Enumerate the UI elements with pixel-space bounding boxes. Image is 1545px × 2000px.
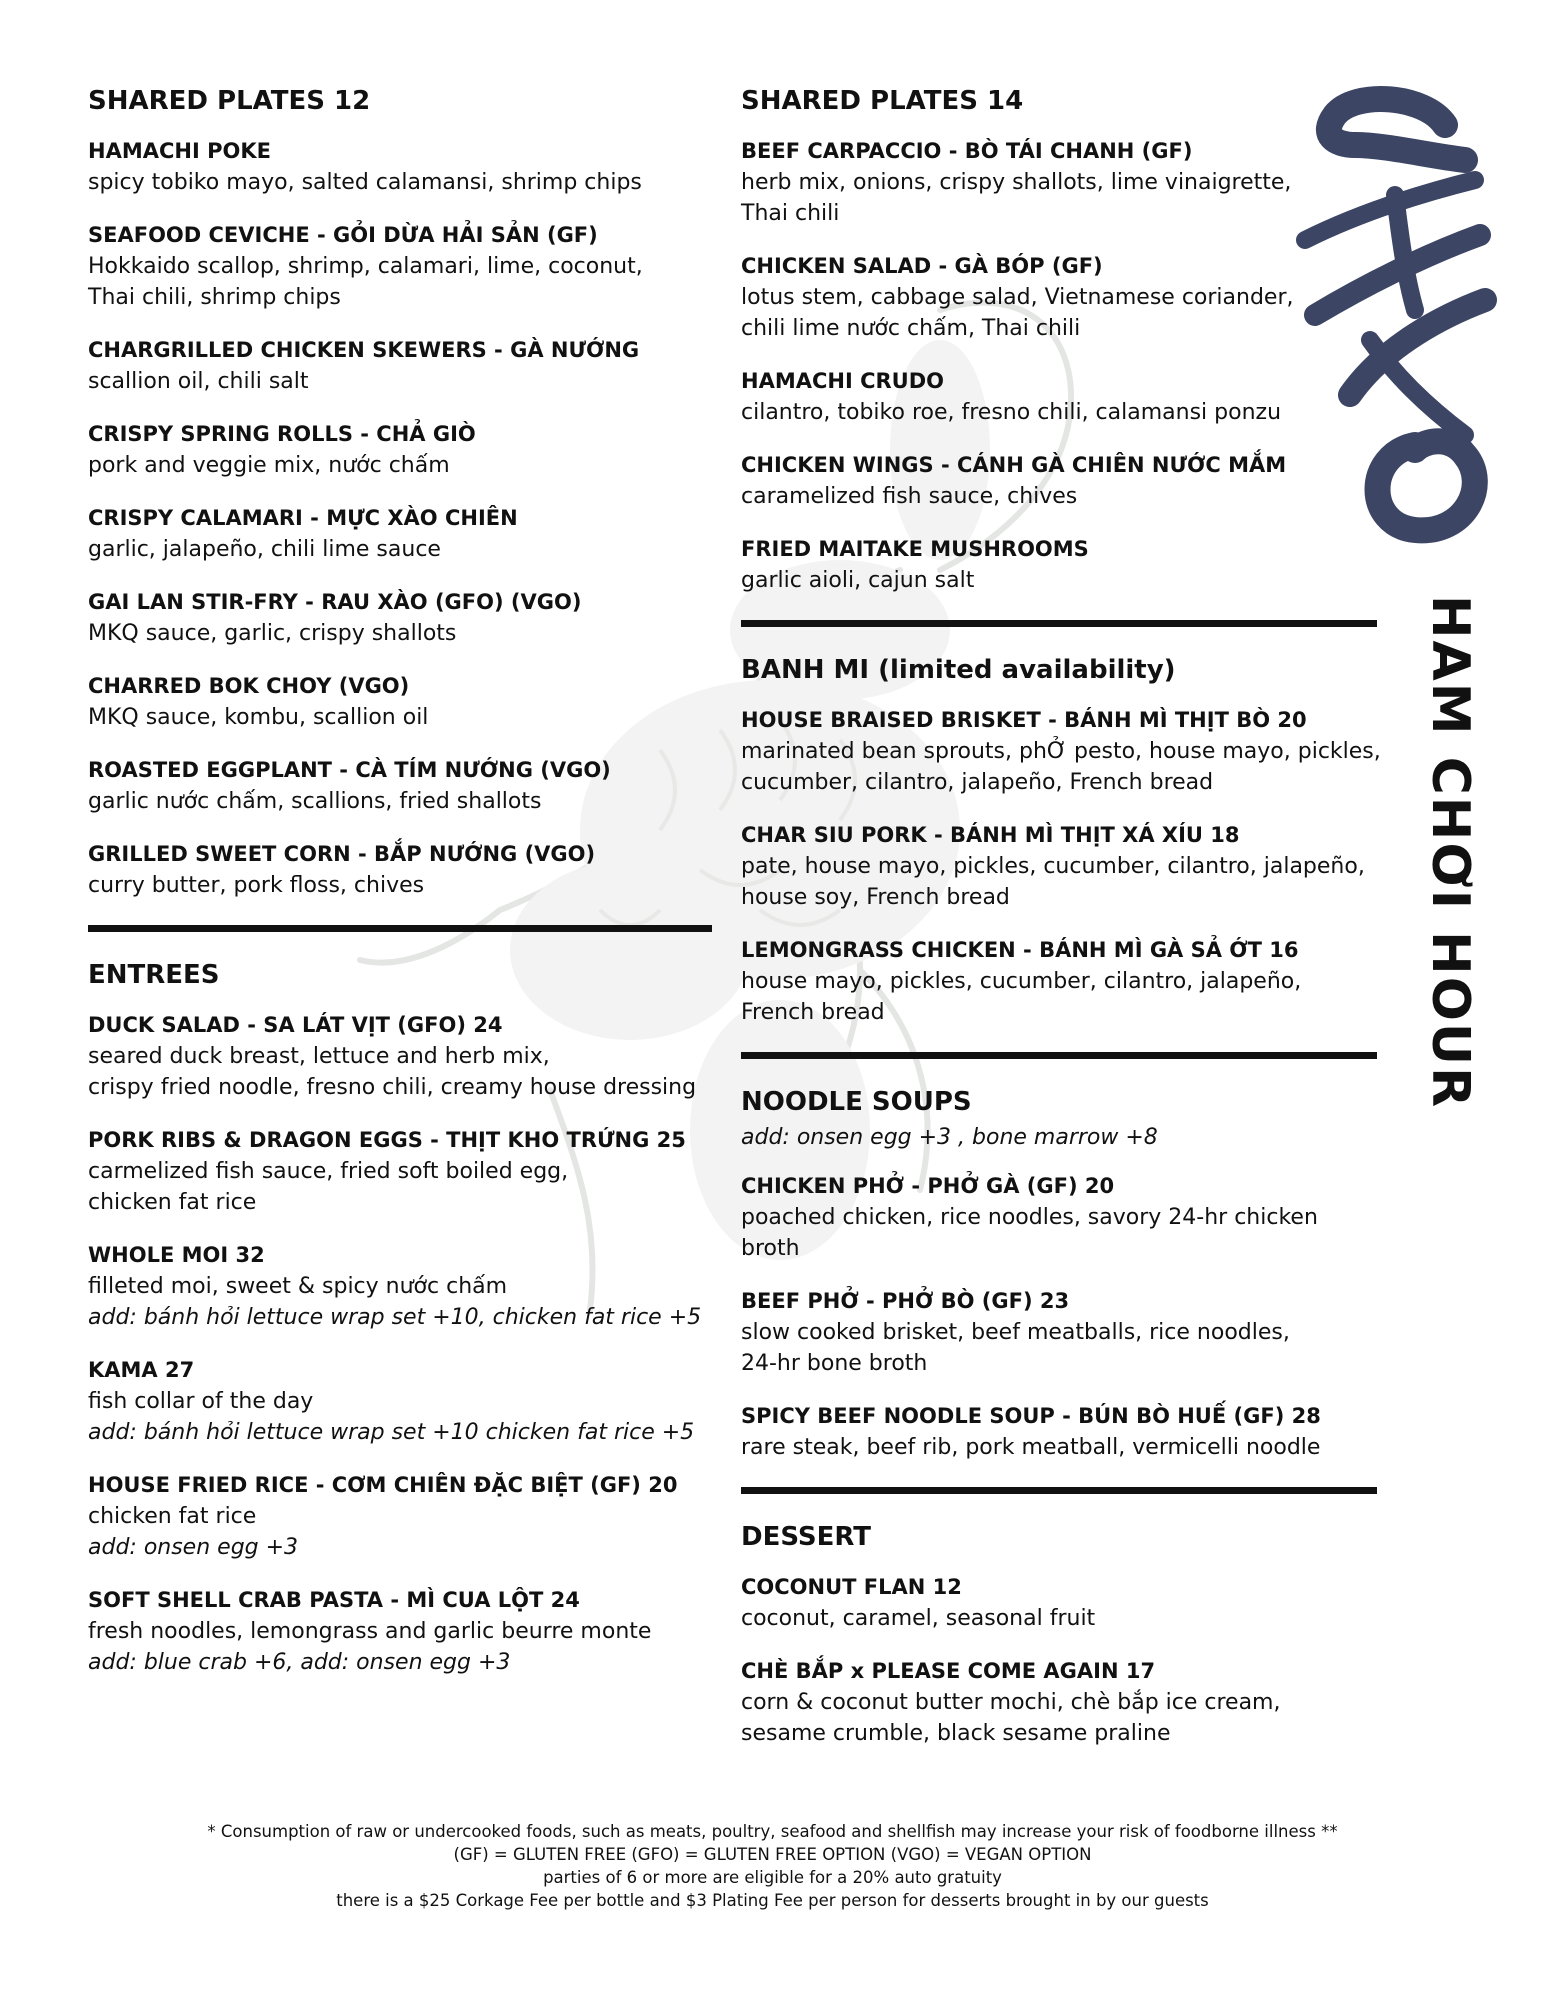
item-description: chili lime nước chấm, Thai chili	[741, 316, 1081, 341]
item-description: cilantro, tobiko roe, fresno chili, calamansi ponzu	[741, 400, 1282, 425]
item-description: MKQ sauce, kombu, scallion oil	[88, 705, 429, 730]
item-description: marinated bean sprouts, phỞ pesto, house mayo, pickles,	[741, 739, 1381, 764]
menu-item	[88, 503, 716, 565]
item-description: seared duck breast, lettuce and herb mix,	[88, 1044, 550, 1069]
item-description: coconut, caramel, seasonal fruit	[741, 1606, 1096, 1631]
item-name: GRILLED SWEET CORN - BẮP NƯỚNG (VGO)	[88, 842, 596, 866]
item-description: Thai chili	[741, 201, 840, 226]
menu-item	[741, 1656, 1381, 1749]
menu-item	[88, 755, 716, 817]
item-add-on: add: onsen egg +3	[88, 1535, 299, 1560]
entrees-title: ENTREES	[88, 960, 220, 990]
section-divider	[741, 1487, 1377, 1494]
item-description: 24-hr bone broth	[741, 1351, 928, 1376]
menu-item	[741, 820, 1381, 913]
item-name: COCONUT FLAN 12	[741, 1575, 962, 1599]
footer-notes	[0, 1820, 1545, 1912]
item-description: carmelized fish sauce, fried soft boiled egg,	[88, 1159, 569, 1184]
menu-item	[741, 1401, 1381, 1463]
item-name: HOUSE FRIED RICE - CƠM CHIÊN ĐẶC BIỆT (GF) 20	[88, 1473, 678, 1497]
menu-item	[88, 587, 716, 649]
item-description: scallion oil, chili salt	[88, 369, 309, 394]
shared-plates-14-title: SHARED PLATES 14	[741, 86, 1024, 116]
raw-food-disclaimer: * Consumption of raw or undercooked foods, such as meats, poultry, seafood and shellfish may increase your risk of foodborne illness **	[207, 1822, 1338, 1841]
menu-item	[88, 220, 716, 313]
item-description: corn & coconut butter mochi, chè bắp ice cream,	[741, 1690, 1281, 1715]
item-name: CHARRED BOK CHOY (VGO)	[88, 674, 410, 698]
item-name: CHICKEN SALAD - GÀ BÓP (GF)	[741, 254, 1103, 278]
item-description: curry butter, pork floss, chives	[88, 873, 425, 898]
item-name: CHICKEN WINGS - CÁNH GÀ CHIÊN NƯỚC MẮM	[741, 453, 1287, 477]
item-name: CHAR SIU PORK - BÁNH MÌ THỊT XÁ XÍU 18	[741, 823, 1240, 847]
item-name: CRISPY CALAMARI - MỰC XÀO CHIÊN	[88, 506, 518, 530]
noodle-soups-title: NOODLE SOUPS	[741, 1087, 972, 1117]
menu-item	[88, 1010, 716, 1103]
item-name: HOUSE BRAISED BRISKET - BÁNH MÌ THỊT BÒ 20	[741, 708, 1307, 732]
item-description: crispy fried noodle, fresno chili, creamy house dressing	[88, 1075, 697, 1100]
menu-item	[88, 1470, 716, 1563]
item-description: chicken fat rice	[88, 1190, 257, 1215]
item-name: HAMACHI POKE	[88, 139, 271, 163]
menu-item	[88, 419, 716, 481]
item-description: garlic aioli, cajun salt	[741, 568, 975, 593]
item-description: pate, house mayo, pickles, cucumber, cilantro, jalapeño,	[741, 854, 1365, 879]
item-name: CHÈ BẮP x PLEASE COME AGAIN 17	[741, 1659, 1156, 1683]
item-name: DUCK SALAD - SA LÁT VỊT (GFO) 24	[88, 1013, 503, 1037]
banh-mi-list	[741, 705, 1381, 1028]
menu-item	[88, 1355, 716, 1448]
menu-item	[88, 671, 716, 733]
item-name: SOFT SHELL CRAB PASTA - MÌ CUA LỘT 24	[88, 1588, 580, 1612]
item-description: French bread	[741, 1000, 885, 1025]
section-divider	[88, 925, 712, 932]
item-description: fish collar of the day	[88, 1389, 314, 1414]
menu-item	[741, 1286, 1381, 1379]
item-description: caramelized fish sauce, chives	[741, 484, 1078, 509]
corkage-note: there is a $25 Corkage Fee per bottle and $3 Plating Fee per person for desserts brought in by our guests	[336, 1891, 1209, 1910]
banh-mi-title: BANH MI (limited availability)	[741, 655, 1176, 685]
item-description: MKQ sauce, garlic, crispy shallots	[88, 621, 457, 646]
menu-item	[741, 1572, 1381, 1634]
item-description: garlic nước chấm, scallions, fried shallots	[88, 789, 542, 814]
shared-plates-12-list	[88, 136, 716, 901]
item-name: CHARGRILLED CHICKEN SKEWERS - GÀ NƯỚNG	[88, 338, 640, 362]
item-description: sesame crumble, black sesame praline	[741, 1721, 1171, 1746]
menu-item	[88, 136, 716, 198]
menu-item	[88, 335, 716, 397]
item-name: ROASTED EGGPLANT - CÀ TÍM NƯỚNG (VGO)	[88, 758, 611, 782]
item-name: SEAFOOD CEVICHE - GỎI DỪA HẢI SẢN (GF)	[88, 223, 598, 247]
chao-logo	[1275, 85, 1505, 545]
item-name: GAI LAN STIR-FRY - RAU XÀO (GFO) (VGO)	[88, 590, 582, 614]
menu-item	[88, 1125, 716, 1218]
dessert-title: DESSERT	[741, 1522, 871, 1552]
gratuity-note: parties of 6 or more are eligible for a 20% auto gratuity	[543, 1868, 1002, 1887]
item-description: chicken fat rice	[88, 1504, 257, 1529]
item-description: lotus stem, cabbage salad, Vietnamese coriander,	[741, 285, 1294, 310]
menu-item	[741, 705, 1381, 798]
menu-item	[741, 935, 1381, 1028]
item-description: house soy, French bread	[741, 885, 1010, 910]
ham-choi-hour-subtitle: HAM CHƠI HOUR	[1420, 595, 1480, 1110]
dessert-list	[741, 1572, 1381, 1749]
entrees-list	[88, 1010, 716, 1678]
item-add-on: add: bánh hỏi lettuce wrap set +10 chicken fat rice +5	[88, 1420, 695, 1445]
shared-plates-12-title: SHARED PLATES 12	[88, 86, 371, 116]
item-name: SPICY BEEF NOODLE SOUP - BÚN BÒ HUẾ (GF) 28	[741, 1404, 1321, 1428]
item-name: CHICKEN PHỞ - PHỞ GÀ (GF) 20	[741, 1174, 1115, 1198]
noodle-soups-add-ons: add: onsen egg +3 , bone marrow +8	[741, 1125, 1158, 1150]
item-name: LEMONGRASS CHICKEN - BÁNH MÌ GÀ SẢ ỚT 16	[741, 938, 1299, 962]
item-description: fresh noodles, lemongrass and garlic beurre monte	[88, 1619, 652, 1644]
item-description: pork and veggie mix, nước chấm	[88, 453, 450, 478]
item-description: filleted moi, sweet & spicy nước chấm	[88, 1274, 508, 1299]
item-name: CRISPY SPRING ROLLS - CHẢ GIÒ	[88, 422, 476, 446]
item-description: spicy tobiko mayo, salted calamansi, shrimp chips	[88, 170, 642, 195]
menu-item	[88, 1585, 716, 1678]
item-description: rare steak, beef rib, pork meatball, vermicelli noodle	[741, 1435, 1321, 1460]
item-description: house mayo, pickles, cucumber, cilantro, jalapeño,	[741, 969, 1302, 994]
section-divider	[741, 1052, 1377, 1059]
left-column	[88, 84, 716, 1700]
item-description: cucumber, cilantro, jalapeño, French bread	[741, 770, 1214, 795]
item-add-on: add: blue crab +6, add: onsen egg +3	[88, 1650, 511, 1675]
item-description: poached chicken, rice noodles, savory 24-hr chicken broth	[741, 1205, 1318, 1261]
item-description: slow cooked brisket, beef meatballs, rice noodles,	[741, 1320, 1290, 1345]
section-divider	[741, 620, 1377, 627]
dietary-legend: (GF) = GLUTEN FREE (GFO) = GLUTEN FREE OPTION (VGO) = VEGAN OPTION	[453, 1845, 1092, 1864]
item-description: herb mix, onions, crispy shallots, lime vinaigrette,	[741, 170, 1292, 195]
item-description: garlic, jalapeño, chili lime sauce	[88, 537, 441, 562]
item-name: BEEF CARPACCIO - BÒ TÁI CHANH (GF)	[741, 139, 1193, 163]
menu-item	[88, 1240, 716, 1333]
item-description: Thai chili, shrimp chips	[88, 285, 341, 310]
item-name: KAMA 27	[88, 1358, 195, 1382]
item-name: WHOLE MOI 32	[88, 1243, 265, 1267]
menu-item	[88, 839, 716, 901]
item-name: HAMACHI CRUDO	[741, 369, 945, 393]
noodle-soups-list	[741, 1171, 1381, 1463]
menu-item	[741, 1171, 1381, 1264]
item-name: FRIED MAITAKE MUSHROOMS	[741, 537, 1089, 561]
item-name: PORK RIBS & DRAGON EGGS - THỊT KHO TRỨNG 25	[88, 1128, 686, 1152]
item-add-on: add: bánh hỏi lettuce wrap set +10, chicken fat rice +5	[88, 1305, 702, 1330]
item-name: BEEF PHỞ - PHỞ BÒ (GF) 23	[741, 1289, 1070, 1313]
item-description: Hokkaido scallop, shrimp, calamari, lime, coconut,	[88, 254, 643, 279]
